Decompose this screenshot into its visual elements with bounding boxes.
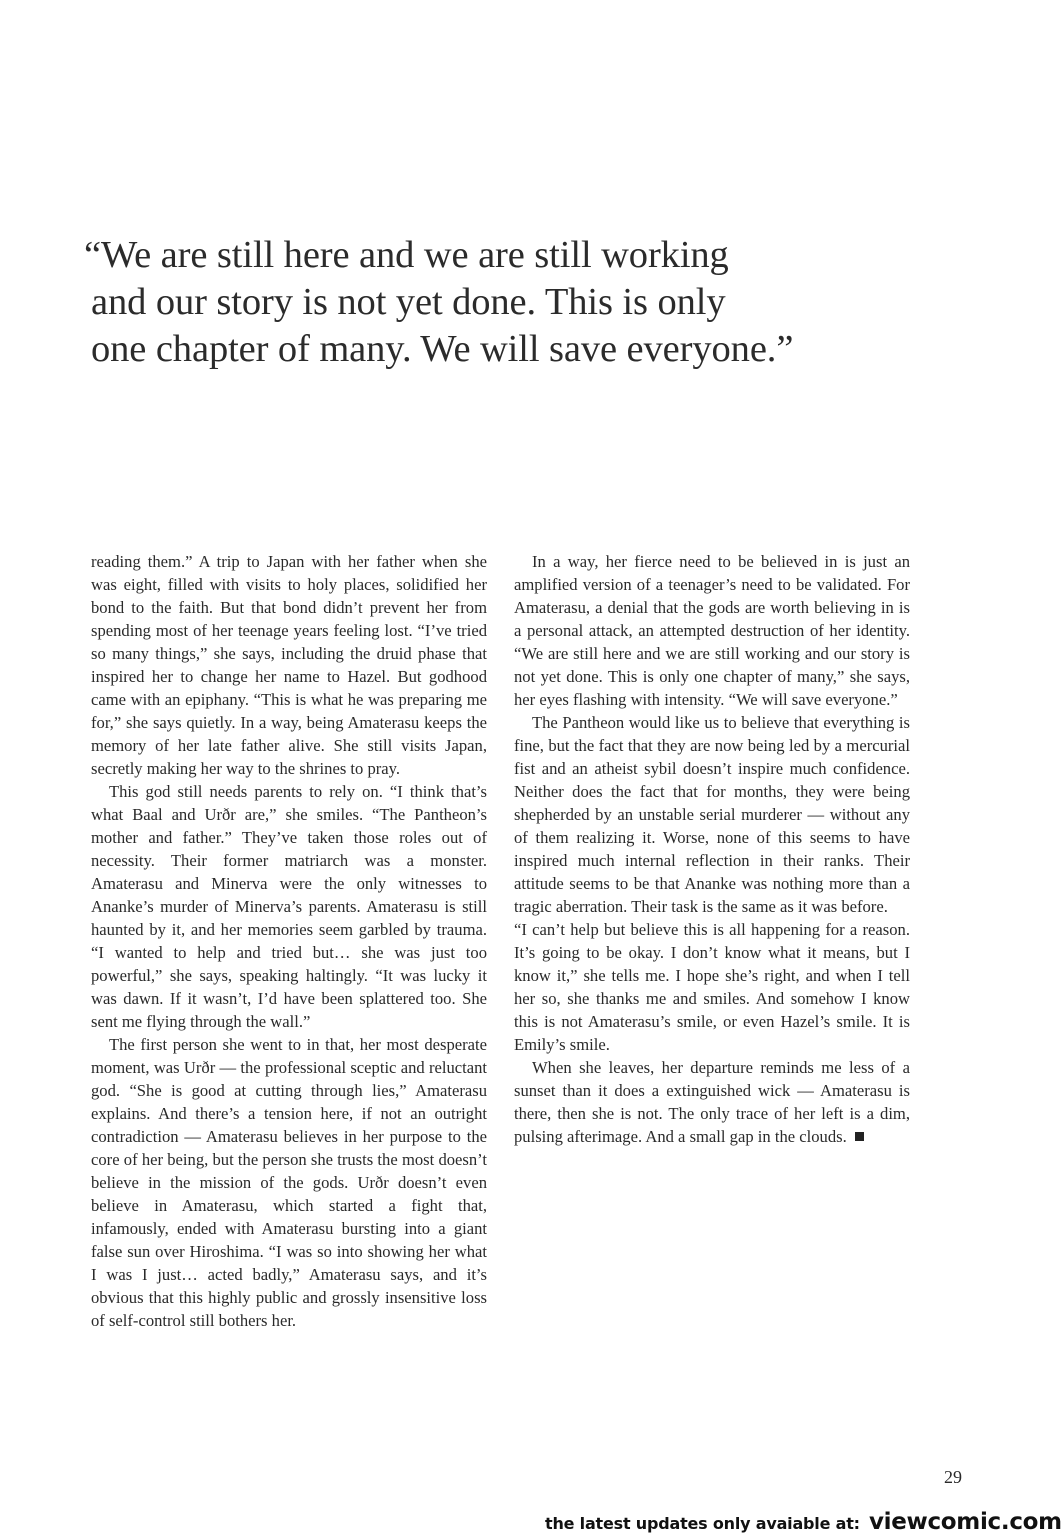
article-paragraph: This god still needs parents to rely on. “I think that’s what Baal and Urðr are,” she smiles. “The Pantheon’s mother and father.” They’ve taken those roles out of necessity. Their former matriarch was a monster. Amaterasu and Minerva were the only witnesses to Ananke’s murder of Minerva’s parents. Amaterasu is still haunted by it, and her memories seem garbled by trauma. “I wanted to help and tried but… she was just too powerful,” she says, speaking haltingly. “It was lucky it was dawn. If it wasn’t, I’d have been splattered too. She sent me flying through the wall.” bbox=[91, 782, 487, 1031]
article-column-right bbox=[514, 550, 910, 1148]
pull-quote-line: one chapter of many. We will save everyone.” bbox=[91, 328, 794, 370]
footer-ad-text: the latest updates only avaiable at: bbox=[545, 1514, 860, 1533]
article-paragraph-final bbox=[514, 1056, 910, 1148]
article-paragraph: “I can’t help but believe this is all happening for a reason. It’s going to be okay. I don’t know what it means, but I know it,” she tells me. I hope she’s right, and when I tell her so, she thanks me and smiles. And somehow I know this is not Amaterasu’s smile, or even Hazel’s smile. It is Emily’s smile. bbox=[514, 920, 910, 1054]
page-number: 29 bbox=[944, 1467, 962, 1487]
pull-quote-line: “We are still here and we are still working bbox=[84, 234, 729, 276]
article-paragraph: In a way, her fierce need to be believed in is just an amplified version of a teenager’s need to be validated. For Amaterasu, a denial that the gods are worth believing in is a personal attack, an attempted destruction of her identity. “We are still here and we are still working and our story is not yet done. This is only one chapter of many,” she says, her eyes flashing with intensity. “We will save everyone.” bbox=[514, 552, 910, 709]
end-mark-icon bbox=[855, 1132, 864, 1141]
footer-ad-site-link[interactable]: viewcomic.com bbox=[868, 1509, 1062, 1535]
article-column-left bbox=[91, 550, 487, 1332]
footer-ad bbox=[545, 1509, 1062, 1535]
article-paragraph: The Pantheon would like us to believe that everything is fine, but the fact that they are now being led by a mercurial fist and an atheist sybil doesn’t inspire much confidence. Neither does the fact that for months, they were being shepherded by an unstable serial murderer — without any of them realizing it. Worse, none of this seems to have inspired much internal reflection in their ranks. Their attitude seems to be that Ananke was nothing more than a tragic aberration. Their task is the same as it was before. bbox=[514, 713, 910, 916]
article-paragraph: The first person she went to in that, her most desperate moment, was Urðr — the professional sceptic and reluctant god. “She is good at cutting through lies,” Amaterasu explains. And there’s a tension here, if not an outright contradiction — Amaterasu believes in her purpose to the core of her being, but the person she trusts the most doesn’t believe in the mission of the gods. Urðr doesn’t even believe in Amaterasu, which started a fight that, infamously, ended with Amaterasu bursting into a giant false sun over Hiroshima. “I was so into showing her what I was I just… acted badly,” Amaterasu says, and it’s obvious that this highly public and grossly insensitive loss of self-control still bothers her. bbox=[91, 1035, 487, 1330]
article-paragraph-text: When she leaves, her departure reminds me less of a sunset than it does a extinguished wick — Amaterasu is there, then she is not. The only trace of her left is a dim, pulsing afterimage. And a small gap in the clouds. bbox=[514, 1058, 910, 1146]
pull-quote-line: and our story is not yet done. This is only bbox=[91, 281, 726, 323]
article-paragraph: reading them.” A trip to Japan with her father when she was eight, filled with visits to holy places, solidified her bond to the faith. But that bond didn’t prevent her from spending most of her teenage years feeling lost. “I’ve tried so many things,” she says, including the druid phase that inspired her to change her name to Hazel. But godhood came with an epiphany. “This is what he was preparing me for,” she says quietly. In a way, being Amaterasu keeps the memory of her late father alive. She still visits Japan, secretly making her way to the shrines to pray. bbox=[91, 552, 487, 778]
pull-quote bbox=[84, 232, 904, 373]
